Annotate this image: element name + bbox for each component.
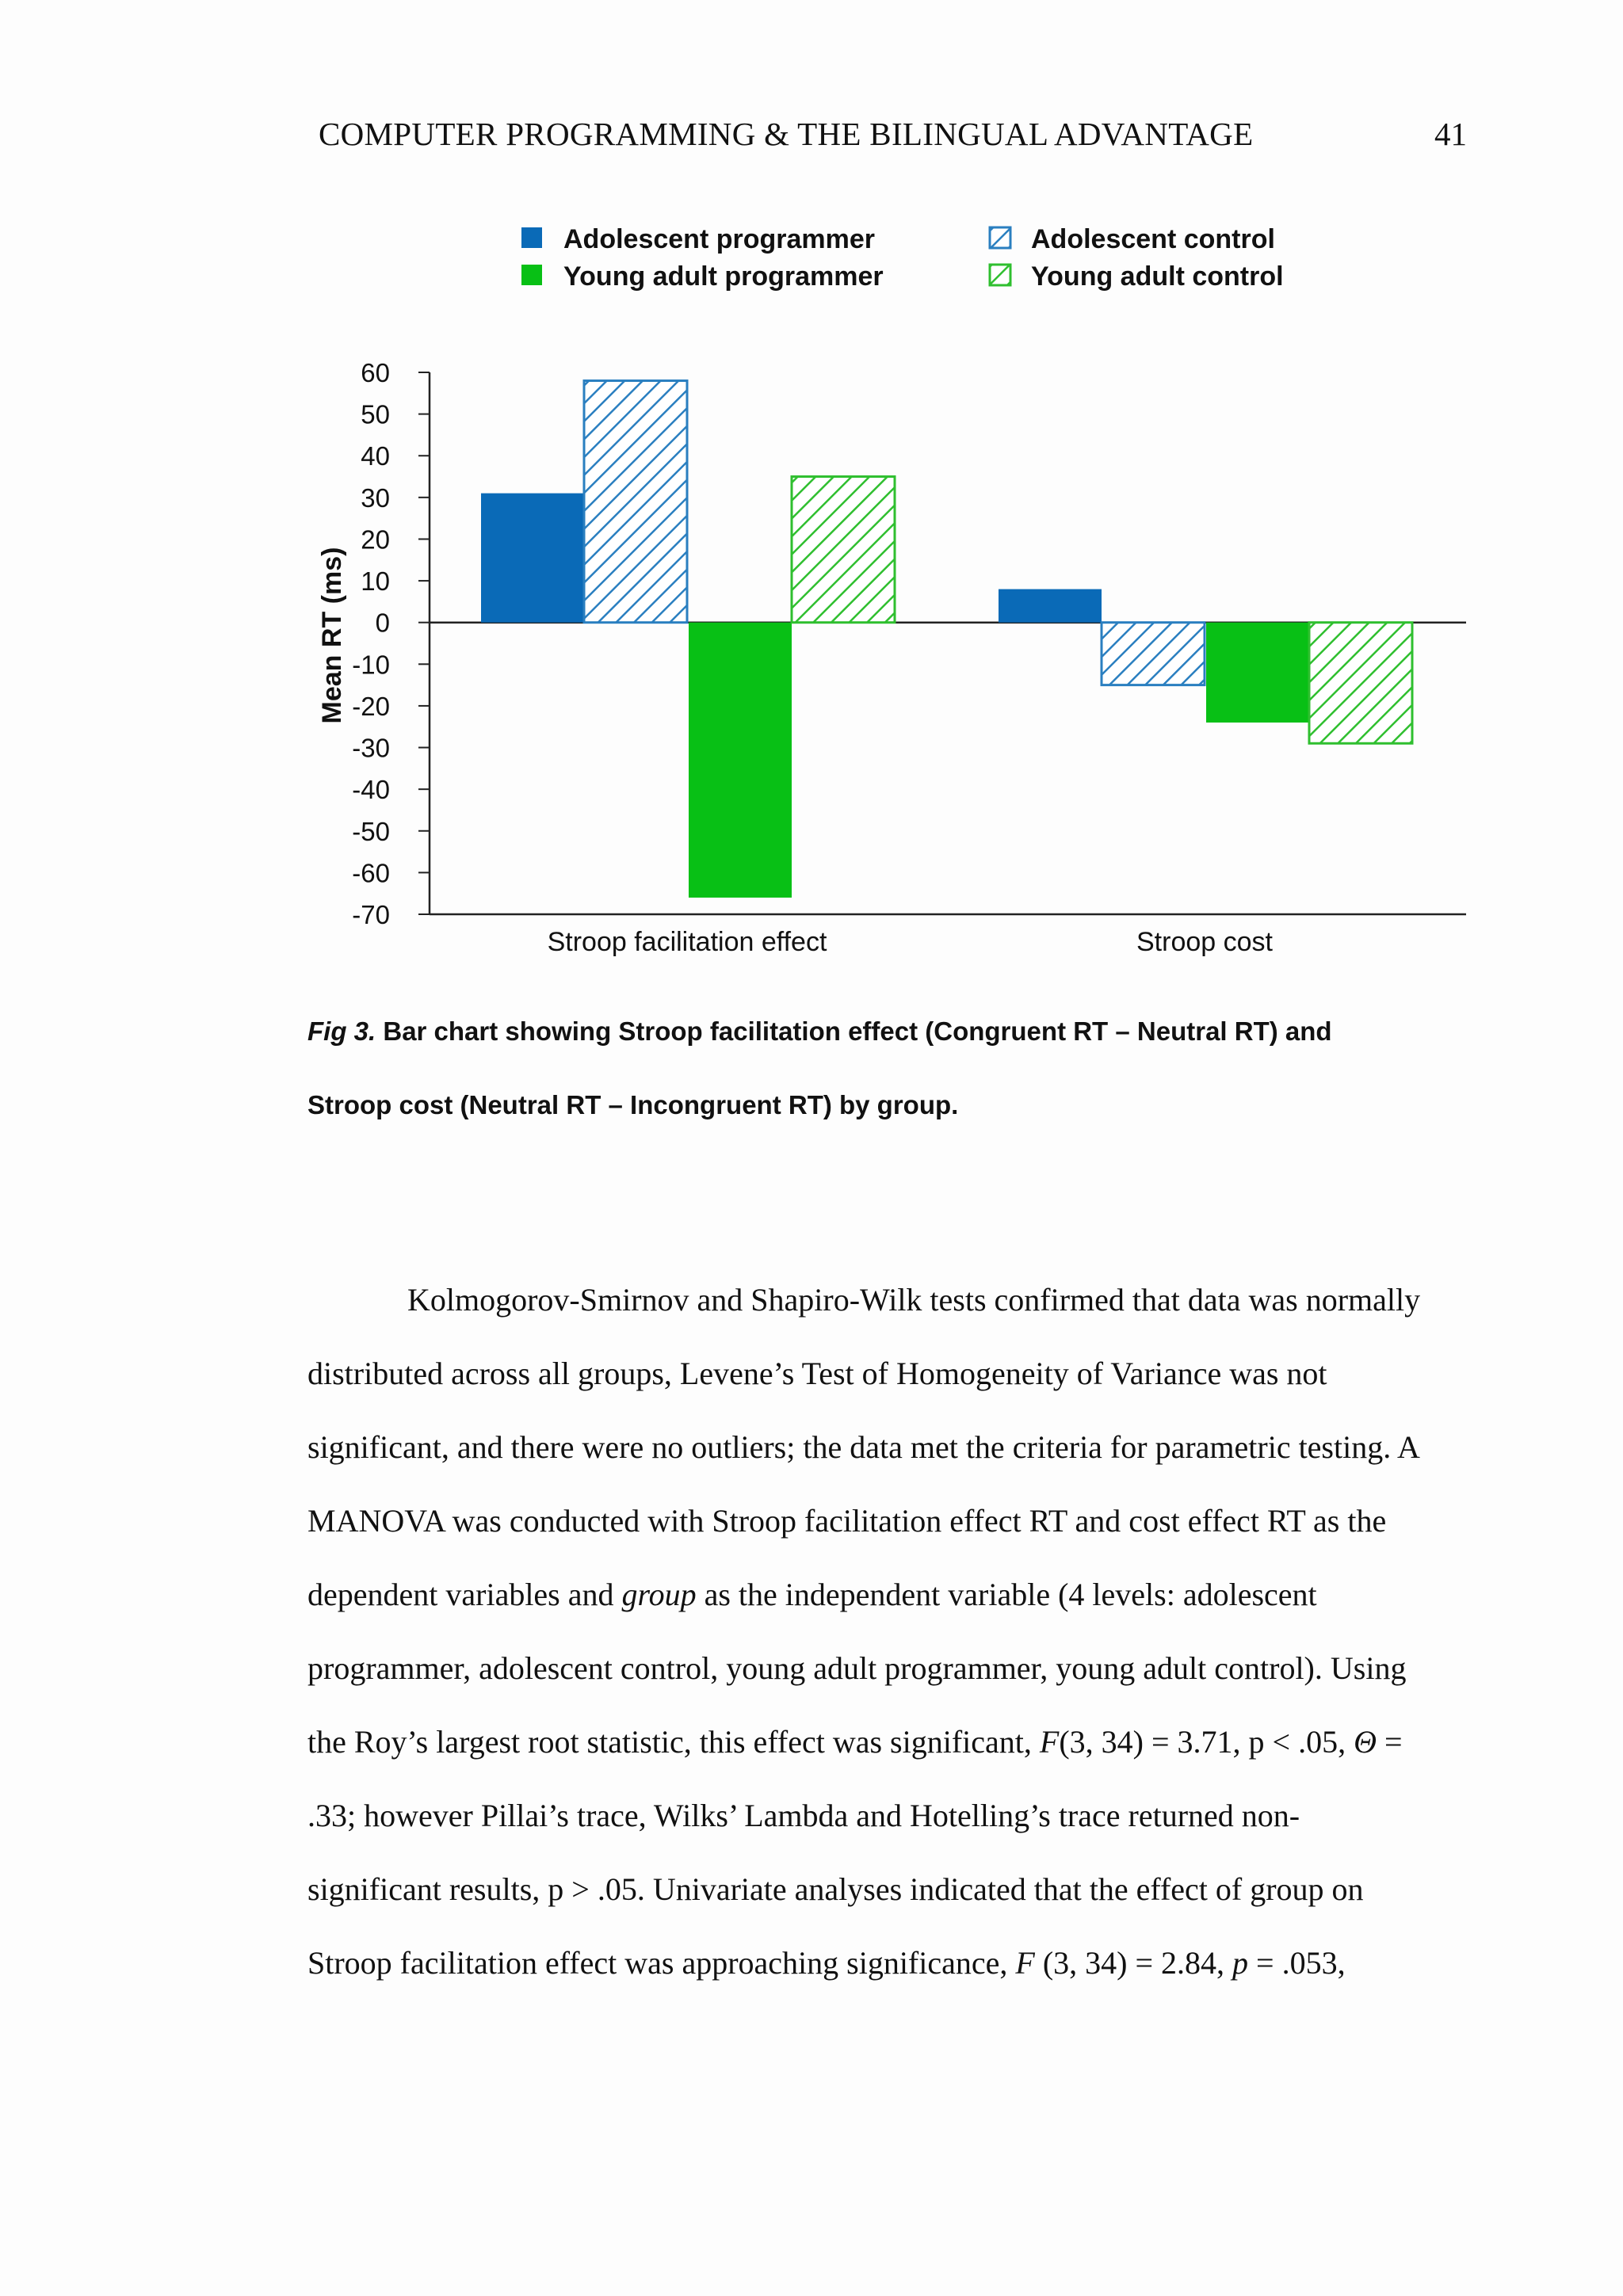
y-tick-label: -20 xyxy=(352,691,390,721)
y-tick-label: -40 xyxy=(352,775,390,805)
legend-swatch xyxy=(521,265,542,285)
x-category-label: Stroop facilitation effect xyxy=(547,927,827,957)
body-italic: F xyxy=(1039,1724,1060,1760)
y-tick-label: 30 xyxy=(361,482,390,513)
legend-label: Adolescent control xyxy=(1031,224,1275,254)
bar xyxy=(1206,623,1309,723)
body-text: = .053, xyxy=(1248,1945,1346,1981)
y-axis-title: Mean RT (ms) xyxy=(317,547,347,724)
y-tick-label: 20 xyxy=(361,524,390,555)
body-line: .33; however Pillai’s trace, Wilks’ Lambda and Hotelling’s trace returned non- xyxy=(307,1798,1300,1833)
body-paragraph xyxy=(307,1263,1472,2000)
legend-label: Young adult control xyxy=(1031,261,1284,292)
chart-bars xyxy=(481,381,1412,898)
y-tick-label: -10 xyxy=(352,650,390,680)
bar xyxy=(584,381,687,623)
figure-caption-line-2: Stroop cost (Neutral RT – Incongruent RT) by group. xyxy=(307,1090,959,1119)
x-category-label: Stroop cost xyxy=(1136,927,1273,957)
body-text: (3, 34) = 3.71, p < .05, xyxy=(1059,1724,1354,1760)
body-text: the Roy’s largest root statistic, this effect was significant, xyxy=(307,1724,1040,1760)
bar-chart xyxy=(0,0,1623,974)
body-italic: group xyxy=(621,1577,697,1612)
bar xyxy=(792,477,895,623)
body-line: programmer, adolescent control, young adult programmer, young adult control). Using xyxy=(307,1650,1407,1686)
y-tick-label: 40 xyxy=(361,441,390,471)
body-text: = xyxy=(1377,1724,1403,1760)
y-tick-label: 10 xyxy=(361,566,390,597)
y-tick-label: -50 xyxy=(352,816,390,846)
bar xyxy=(999,589,1102,623)
body-line xyxy=(307,1558,1472,1631)
y-tick-label: 60 xyxy=(361,358,390,387)
legend-swatch xyxy=(990,265,1010,285)
body-text: (3, 34) = 2.84, xyxy=(1034,1945,1233,1981)
legend-swatch xyxy=(521,227,542,248)
bar xyxy=(689,623,792,898)
body-line xyxy=(307,1926,1472,2000)
bar xyxy=(1102,623,1205,685)
body-italic: F xyxy=(1015,1945,1035,1981)
y-tick-label: 0 xyxy=(375,608,390,638)
y-tick-label: -30 xyxy=(352,733,390,763)
body-text: as the independent variable (4 levels: adolescent xyxy=(696,1577,1317,1612)
bar xyxy=(1309,623,1412,744)
legend-label: Young adult programmer xyxy=(563,261,884,292)
body-line: Kolmogorov-Smirnov and Shapiro-Wilk tests confirmed that data was normally xyxy=(407,1282,1421,1318)
body-text: dependent variables and xyxy=(307,1577,622,1612)
caption-text-1: Bar chart showing Stroop facilitation effect (Congruent RT – Neutral RT) and xyxy=(376,1016,1332,1046)
body-line: significant results, p > .05. Univariate analyses indicated that the effect of group on xyxy=(307,1871,1364,1907)
body-line: distributed across all groups, Levene’s Test of Homogeneity of Variance was not xyxy=(307,1356,1327,1391)
bar xyxy=(481,494,584,623)
legend-swatch xyxy=(990,227,1010,248)
body-italic: Θ xyxy=(1354,1724,1377,1760)
figure-caption-line-1 xyxy=(307,1016,1544,1047)
y-tick-label: -70 xyxy=(352,900,390,929)
running-head: COMPUTER PROGRAMMING & THE BILINGUAL ADVANTAGE xyxy=(319,116,1254,152)
figure-label: Fig 3. xyxy=(307,1016,376,1046)
body-text: Stroop facilitation effect was approaching significance, xyxy=(307,1945,1016,1981)
body-line: significant, and there were no outliers; the data met the criteria for parametric testing. A xyxy=(307,1429,1420,1465)
legend-label: Adolescent programmer xyxy=(563,224,875,254)
page-number: 41 xyxy=(1434,116,1467,152)
y-tick-label: -60 xyxy=(352,858,390,888)
body-italic: p xyxy=(1232,1945,1249,1981)
y-tick-label: 50 xyxy=(361,399,390,429)
chart-legend xyxy=(521,224,1284,292)
body-line xyxy=(307,1705,1472,1779)
body-line: MANOVA was conducted with Stroop facilitation effect RT and cost effect RT as the xyxy=(307,1503,1387,1539)
